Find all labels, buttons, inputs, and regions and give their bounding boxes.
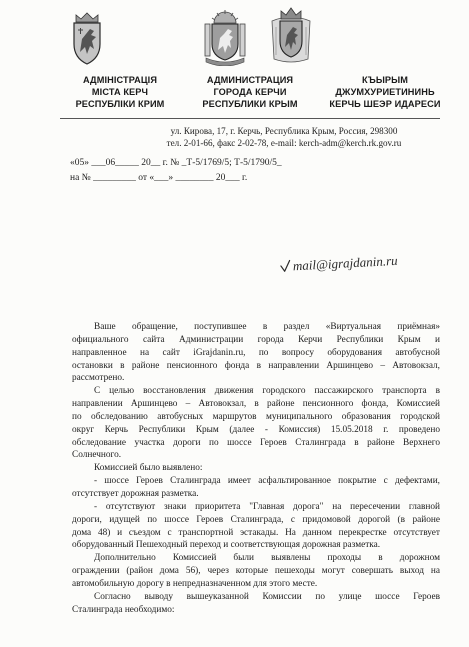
header-line: ДЖУМХУРИЕТИНИНЬ [335,87,435,97]
header-line: АДМІНІСТРАЦІЯ [82,75,158,85]
body-line: дома 48) и съездом с транспортной эстакады. На данном перекрестке отсутствует [72,527,440,538]
body-line: остановки в районе пенсионного фонда в направлении Аршинцево – Автовокзал, [72,360,440,371]
header-line: РЕСПУБЛІКИ КРИМ [75,99,165,109]
handwritten-note [279,250,430,278]
body-line: обследование участка дороги по шоссе Героев Сталинграда в районе Верхнего [72,437,440,448]
body-line: оборудованный Пешеходный переход и соответствующая дорожная разметка. [72,540,381,551]
body-line: Солнечного. [72,450,122,461]
incoming-reference: на № _________ от «___» ________ 20___ г. [70,173,248,183]
body-line: Сталинграда необходимо: [72,604,175,615]
check-mark-icon [280,259,292,273]
header-line: АДМИНИСТРАЦИЯ [206,75,294,85]
header-russian [194,74,306,110]
body-line: Ваше обращение, поступившее в раздел «Виртуальная приёмная» [94,322,440,332]
body-line: официального сайта Администрации города Керчи Республики Крым и [72,334,440,345]
address-block [142,125,426,149]
body-line: С целью восстановления движения городского пассажирского транспорта в [94,386,440,397]
header-ukrainian [64,74,176,110]
body-line: рассмотрено. [72,373,125,384]
crimea-coat-of-arms-icon [202,8,248,66]
letter-body [72,321,440,616]
body-line: Комиссией было выявлено: [94,463,203,474]
header-line: МІСТА КЕРЧ [91,87,149,97]
header-divider [60,118,440,119]
outgoing-registration: «05» ___06_____ 20__ г. № _Т-5/1769/5; Т-5/1790/5_ [70,158,282,168]
contact-details: тел. 2-01-66, факс 2-02-78, e-mail: kerch-adm@kerch.rk.gov.ru [166,138,402,148]
postal-address: ул. Кирова, 17, г. Керчь, Республика Крым, Россия, 298300 [170,126,398,136]
body-line: направленное на сайт iGrajdanin.ru, по вопросу оборудования автобусной [72,347,440,358]
body-line: направлении Аршинцево – Автовокзал, в районе пенсионного фонда, Комиссией [72,399,440,410]
body-line: дороги, идущей по шоссе Героев Сталинграда, с придомовой дорогой (в районе [72,514,440,525]
header-line: ГОРОДА КЕРЧИ [213,87,287,97]
body-line: - отсутствуют знаки приоритета "Главная дорога" на пересечении главной [94,501,440,512]
handwritten-email: mail@igrajdanin.ru [292,252,398,274]
header-line: КЕРЧЬ ШЕЭР ИДАРЕСИ [329,99,441,109]
kerch-coat-of-arms-icon [66,10,108,66]
body-line: автомобильную дорогу в непредназначенном для этого месте. [72,578,318,589]
body-line: ограждении (район дома 56), через которые пешеходы могут совершать выход на [72,566,440,577]
body-line: - шоссе Героев Сталинграда имеет асфальтированное покрытие с дефектами, [94,476,440,487]
body-line: Дополнительно Комиссией были выявлены проходы в дорожном [94,553,440,564]
body-line: отсутствует дорожная разметка. [72,488,199,499]
header-crimean-tatar [322,74,448,110]
body-line: округ Керчь Республики Крым (далее - Комиссия) 15.05.2018 г. проведено [72,424,440,435]
body-line: по обследованию автобусных маршрутов муниципального образования городской [72,411,440,422]
header-line: КЪЫРЫМ [362,75,408,85]
kerch-crowned-coat-of-arms-icon [268,5,314,65]
header-line: РЕСПУБЛИКИ КРЫМ [202,99,298,109]
body-line: Согласно выводу вышеуказанной Комиссии по улице шоссе Героев [94,591,440,602]
